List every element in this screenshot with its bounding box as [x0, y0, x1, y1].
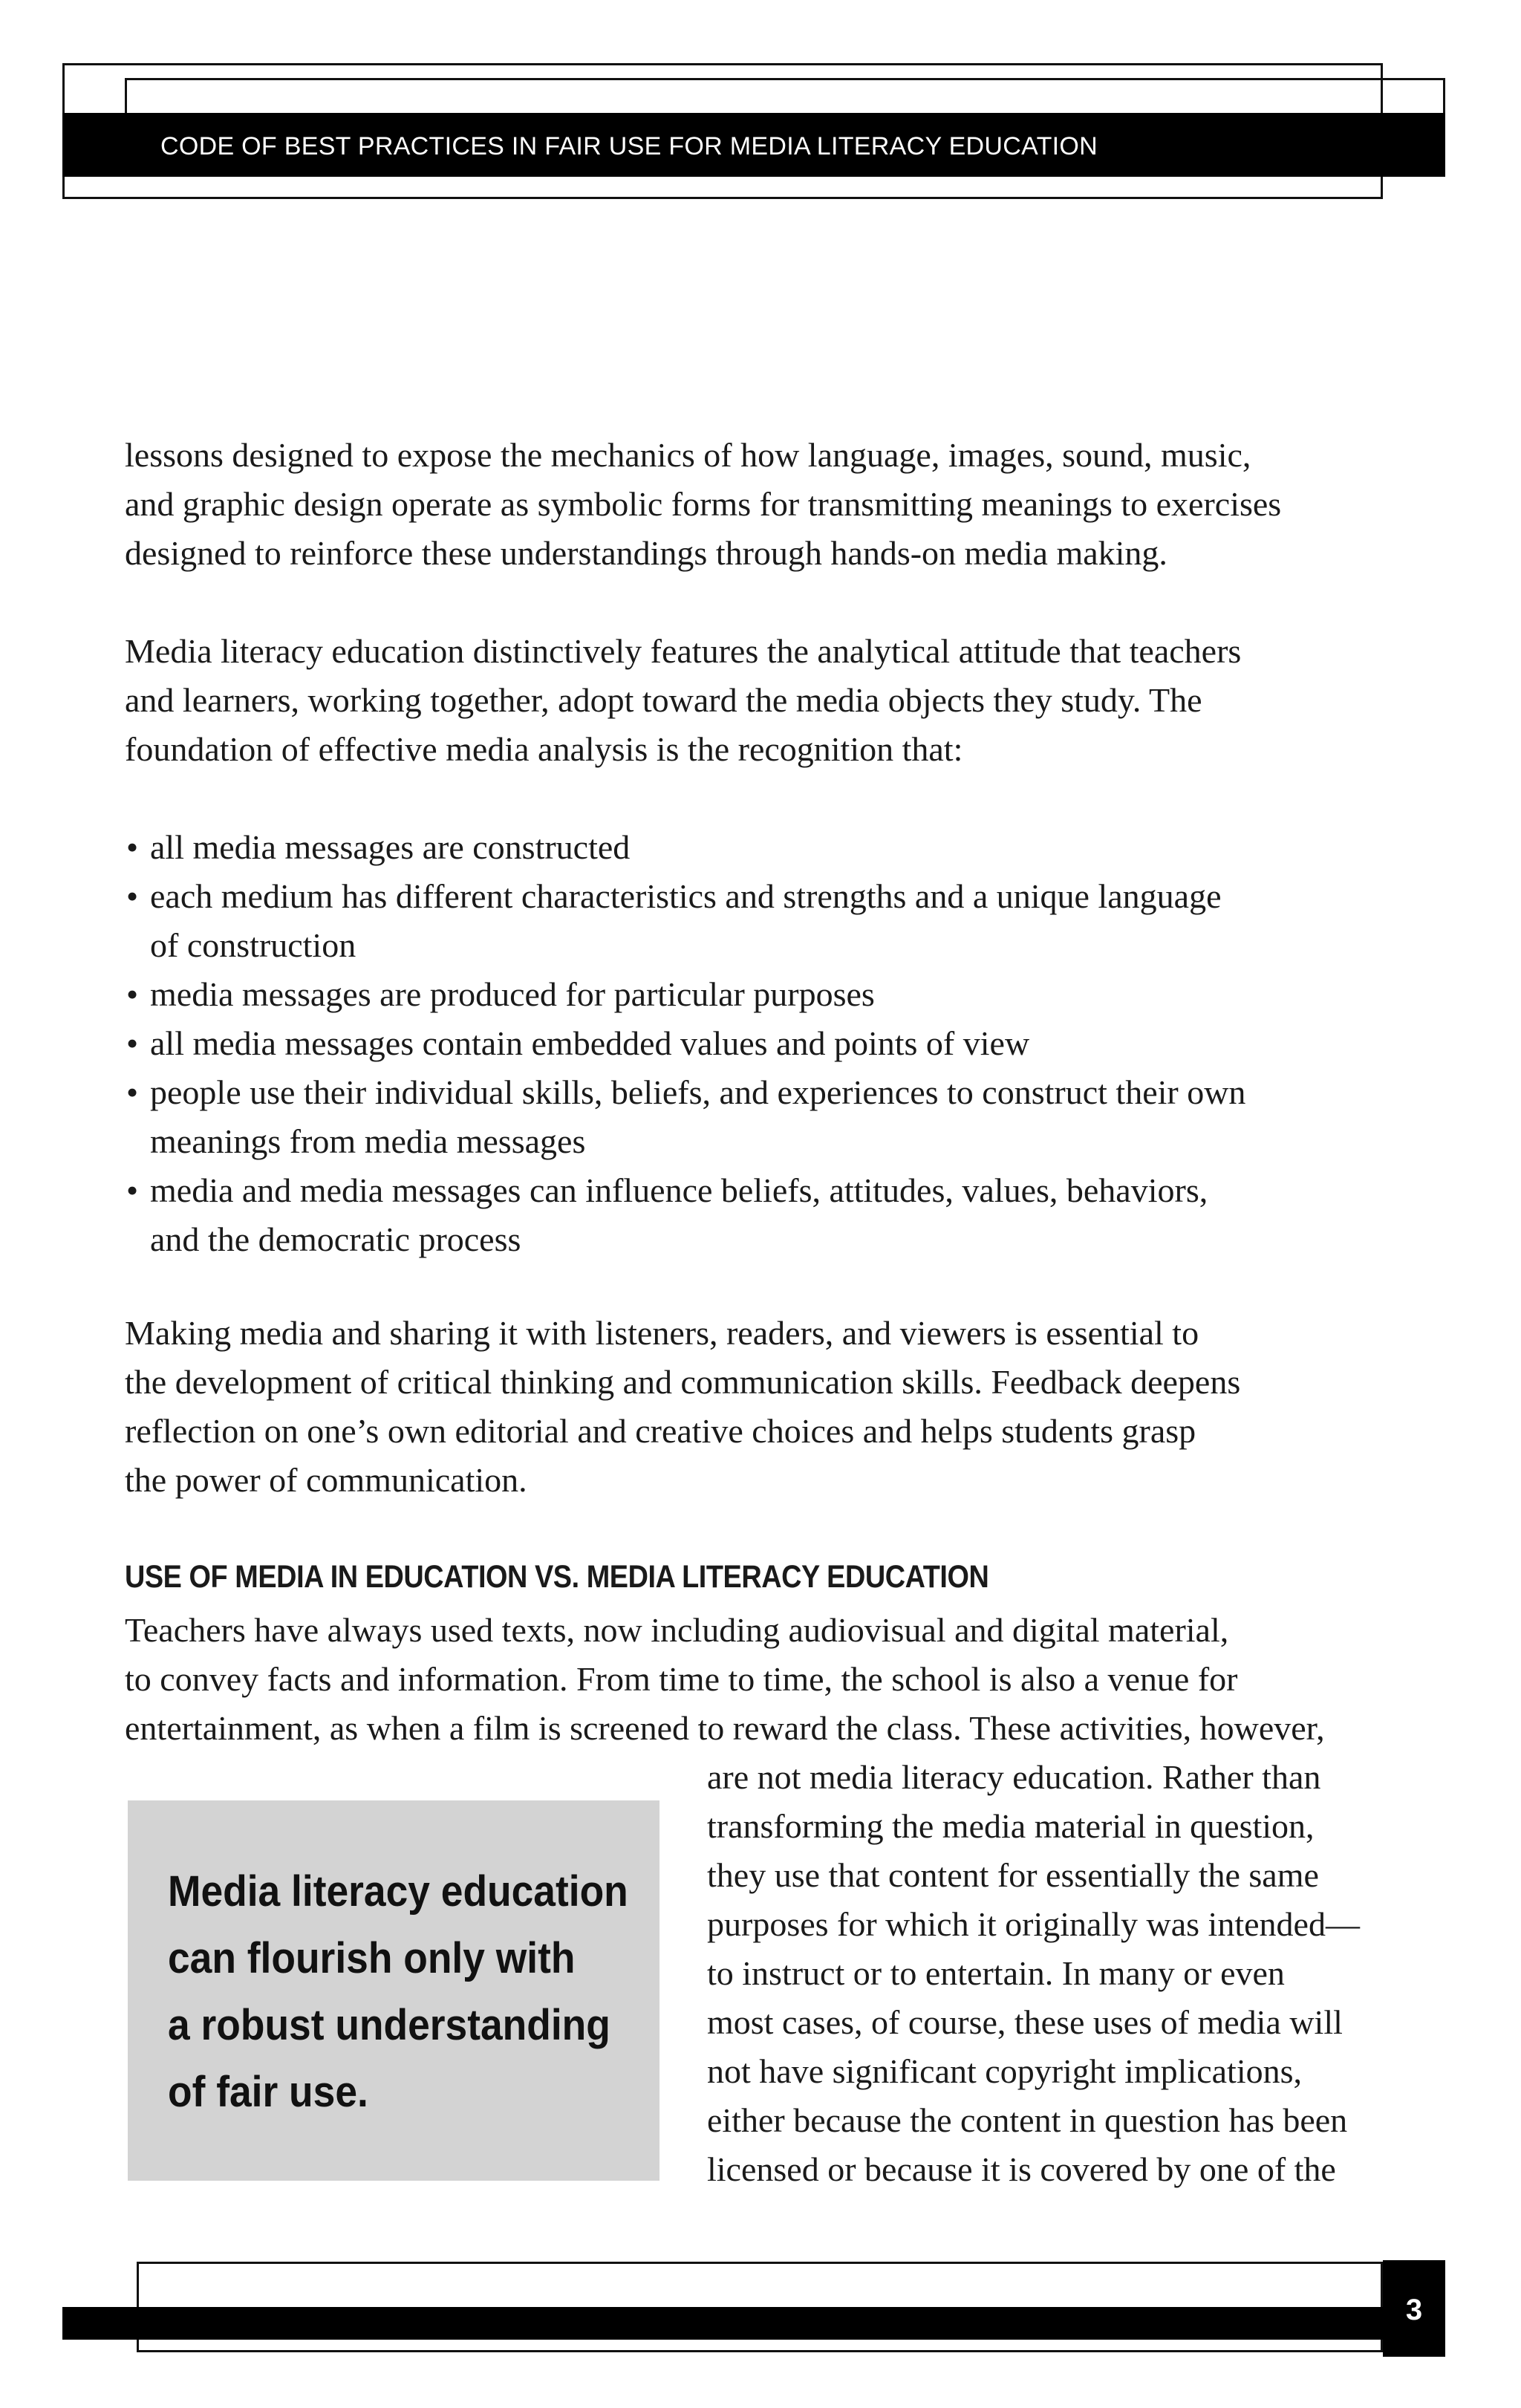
- pull-quote-line: of fair use.: [168, 2068, 368, 2116]
- list-item: [125, 1019, 1245, 1068]
- text-line: most cases, of course, these uses of media will: [707, 2003, 1343, 2041]
- list-item: [125, 970, 1245, 1019]
- making-media-paragraph: [125, 1309, 1240, 1505]
- principles-list: [125, 823, 1245, 1264]
- text-line: reflection on one’s own editorial and creative choices and helps students grasp: [125, 1412, 1196, 1450]
- list-item: [125, 872, 1245, 970]
- text-line: and learners, working together, adopt toward the media objects they study. The: [125, 681, 1202, 719]
- intro-paragraph: [125, 431, 1281, 578]
- text-line: and graphic design operate as symbolic forms for transmitting meanings to exercises: [125, 485, 1282, 523]
- list-item-text: • media messages are produced for particular purposes: [150, 975, 875, 1013]
- pull-quote-line: can flourish only with: [168, 1934, 576, 1982]
- list-item-text: • each medium has different characteristics and strengths and a unique language: [150, 877, 1222, 915]
- page-number: 3: [1405, 2294, 1423, 2326]
- list-item: [125, 1068, 1245, 1166]
- list-item-text: • all media messages contain embedded values and points of view: [150, 1024, 1030, 1062]
- section-paragraph: [125, 1606, 1325, 1753]
- text-line: foundation of effective media analysis is the recognition that:: [125, 730, 963, 768]
- list-item-text: of construction: [150, 926, 356, 964]
- text-line: they use that content for essentially the same: [707, 1856, 1319, 1894]
- section-paragraph-column: [707, 1753, 1360, 2194]
- list-item-text: • all media messages are constructed: [150, 828, 631, 866]
- text-line: the power of communication.: [125, 1461, 527, 1499]
- text-line: Making media and sharing it with listeners, readers, and viewers is essential to: [125, 1314, 1199, 1352]
- list-item: [125, 1166, 1245, 1264]
- text-line: licensed or because it is covered by one of the: [707, 2150, 1336, 2188]
- text-line: not have significant copyright implications,: [707, 2052, 1303, 2090]
- pull-quote-line: Media literacy education: [168, 1867, 628, 1916]
- running-header-title: CODE OF BEST PRACTICES IN FAIR USE FOR MEDIA LITERACY EDUCATION: [160, 132, 1098, 160]
- text-line: designed to reinforce these understandings through hands-on media making.: [125, 534, 1167, 572]
- text-line: transforming the media material in question,: [707, 1807, 1315, 1845]
- footer-bar: [62, 2307, 1445, 2340]
- text-line: Media literacy education distinctively features the analytical attitude that teachers: [125, 632, 1242, 670]
- text-line: either because the content in question has been: [707, 2101, 1348, 2139]
- list-item-text: meanings from media messages: [150, 1122, 586, 1160]
- text-line: lessons designed to expose the mechanics of how language, images, sound, music,: [125, 436, 1251, 474]
- text-line: to instruct or to entertain. In many or even: [707, 1954, 1285, 1992]
- text-line: purposes for which it originally was intended—: [707, 1905, 1360, 1943]
- analysis-paragraph: [125, 627, 1241, 774]
- text-line: Teachers have always used texts, now including audiovisual and digital material,: [125, 1611, 1229, 1649]
- text-line: entertainment, as when a film is screened to reward the class. These activities, however,: [125, 1709, 1325, 1747]
- list-item-text: • people use their individual skills, beliefs, and experiences to construct their own: [150, 1073, 1246, 1111]
- section-heading: USE OF MEDIA IN EDUCATION VS. MEDIA LITERACY EDUCATION: [125, 1559, 989, 1595]
- list-item-text: • media and media messages can influence beliefs, attitudes, values, behaviors,: [150, 1171, 1208, 1209]
- list-item-text: and the democratic process: [150, 1220, 521, 1258]
- pull-quote-line: a robust understanding: [168, 2001, 610, 2049]
- text-line: are not media literacy education. Rather than: [707, 1758, 1321, 1796]
- pull-quote-box: [128, 1800, 659, 2181]
- list-item: [125, 823, 1245, 872]
- text-line: to convey facts and information. From time to time, the school is also a venue for: [125, 1660, 1238, 1698]
- pull-quote: [168, 1858, 628, 2126]
- text-line: the development of critical thinking and communication skills. Feedback deepens: [125, 1363, 1241, 1401]
